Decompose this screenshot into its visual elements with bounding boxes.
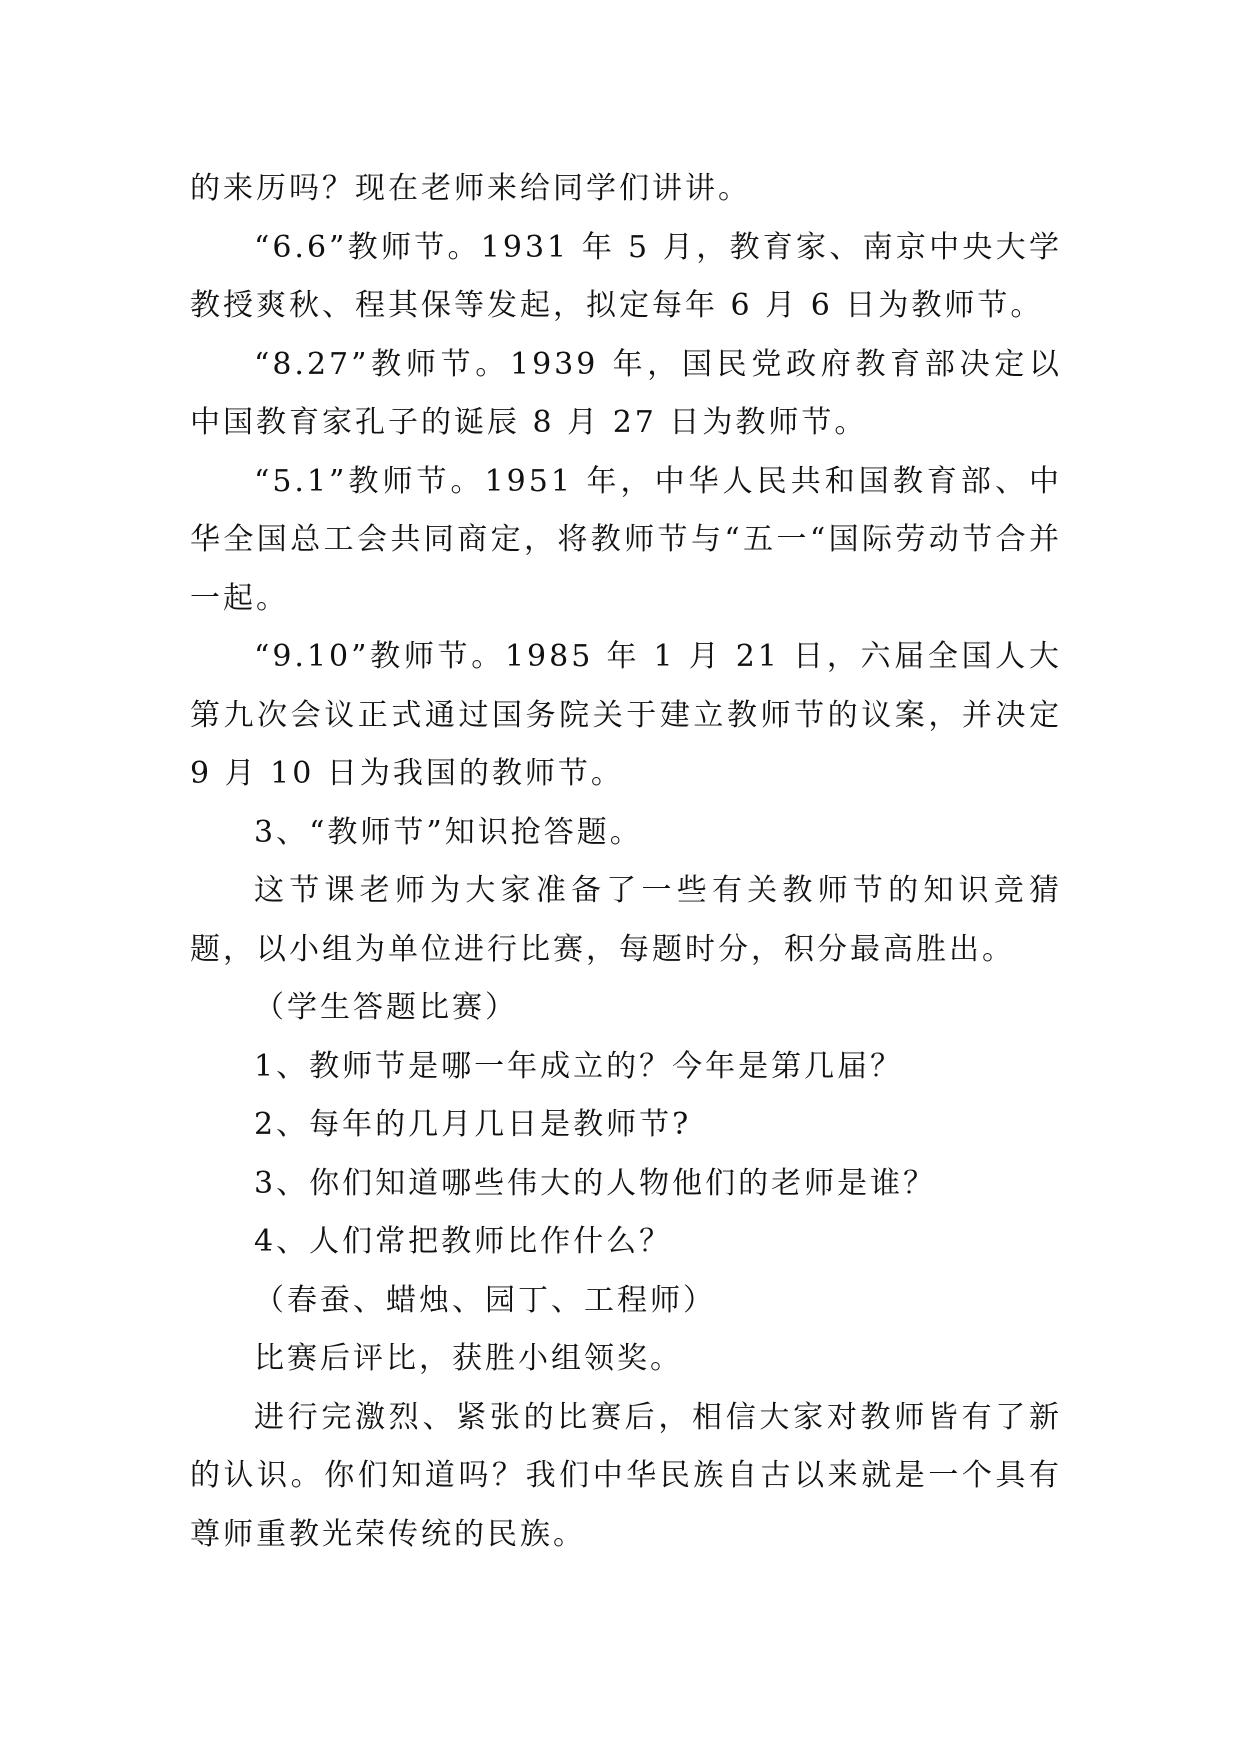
- paragraph: （学生答题比赛）: [254, 990, 518, 1025]
- paragraph: 的来历吗？现在老师来给同学们讲讲。: [190, 171, 751, 206]
- paragraph: 4、人们常把教师比作什么？: [254, 1224, 673, 1259]
- paragraph: 这节课老师为大家准备了一些有关教师节的知识竞猜题，以小组为单位进行比赛，每题时分，积分最高胜出。: [190, 873, 1062, 967]
- paragraph: “8.27”教师节。1939 年，国民党政府教育部决定以中国教育家孔子的诞辰 8 月 27 日为教师节。: [190, 346, 1062, 440]
- paragraph: （春蚕、蜡烛、园丁、工程师）: [254, 1282, 716, 1318]
- paragraph: 比赛后评比，获胜小组领奖。: [254, 1341, 683, 1376]
- paragraph: 1、教师节是哪一年成立的？今年是第几届？: [254, 1048, 904, 1084]
- document-body: [190, 160, 1062, 1564]
- paragraph: 3、你们知道哪些伟大的人物他们的老师是谁？: [254, 1165, 937, 1201]
- paragraph: “6.6”教师节。1931 年 5 月，教育家、南京中央大学教授爽秋、程其保等发起，拟定每年 6 月 6 日为教师节。: [190, 229, 1062, 323]
- paragraph: “5.1”教师节。1951 年，中华人民共和国教育部、中华全国总工会共同商定，将教师节与“五一“国际劳动节合并一起。: [190, 463, 1062, 616]
- paragraph: 进行完激烈、紧张的比赛后，相信大家对教师皆有了新的认识。你们知道吗？我们中华民族自古以来就是一个具有尊师重教光荣传统的民族。: [190, 1399, 1062, 1552]
- paragraph: 3、“教师节”知识抢答题。: [254, 814, 643, 850]
- paragraph: 2、每年的几月几日是教师节?: [254, 1107, 692, 1142]
- paragraph: “9.10”教师节。1985 年 1 月 21 日，六届全国人大第九次会议正式通过国务院关于建立教师节的议案，并决定 9 月 10 日为我国的教师节。: [190, 639, 1062, 791]
